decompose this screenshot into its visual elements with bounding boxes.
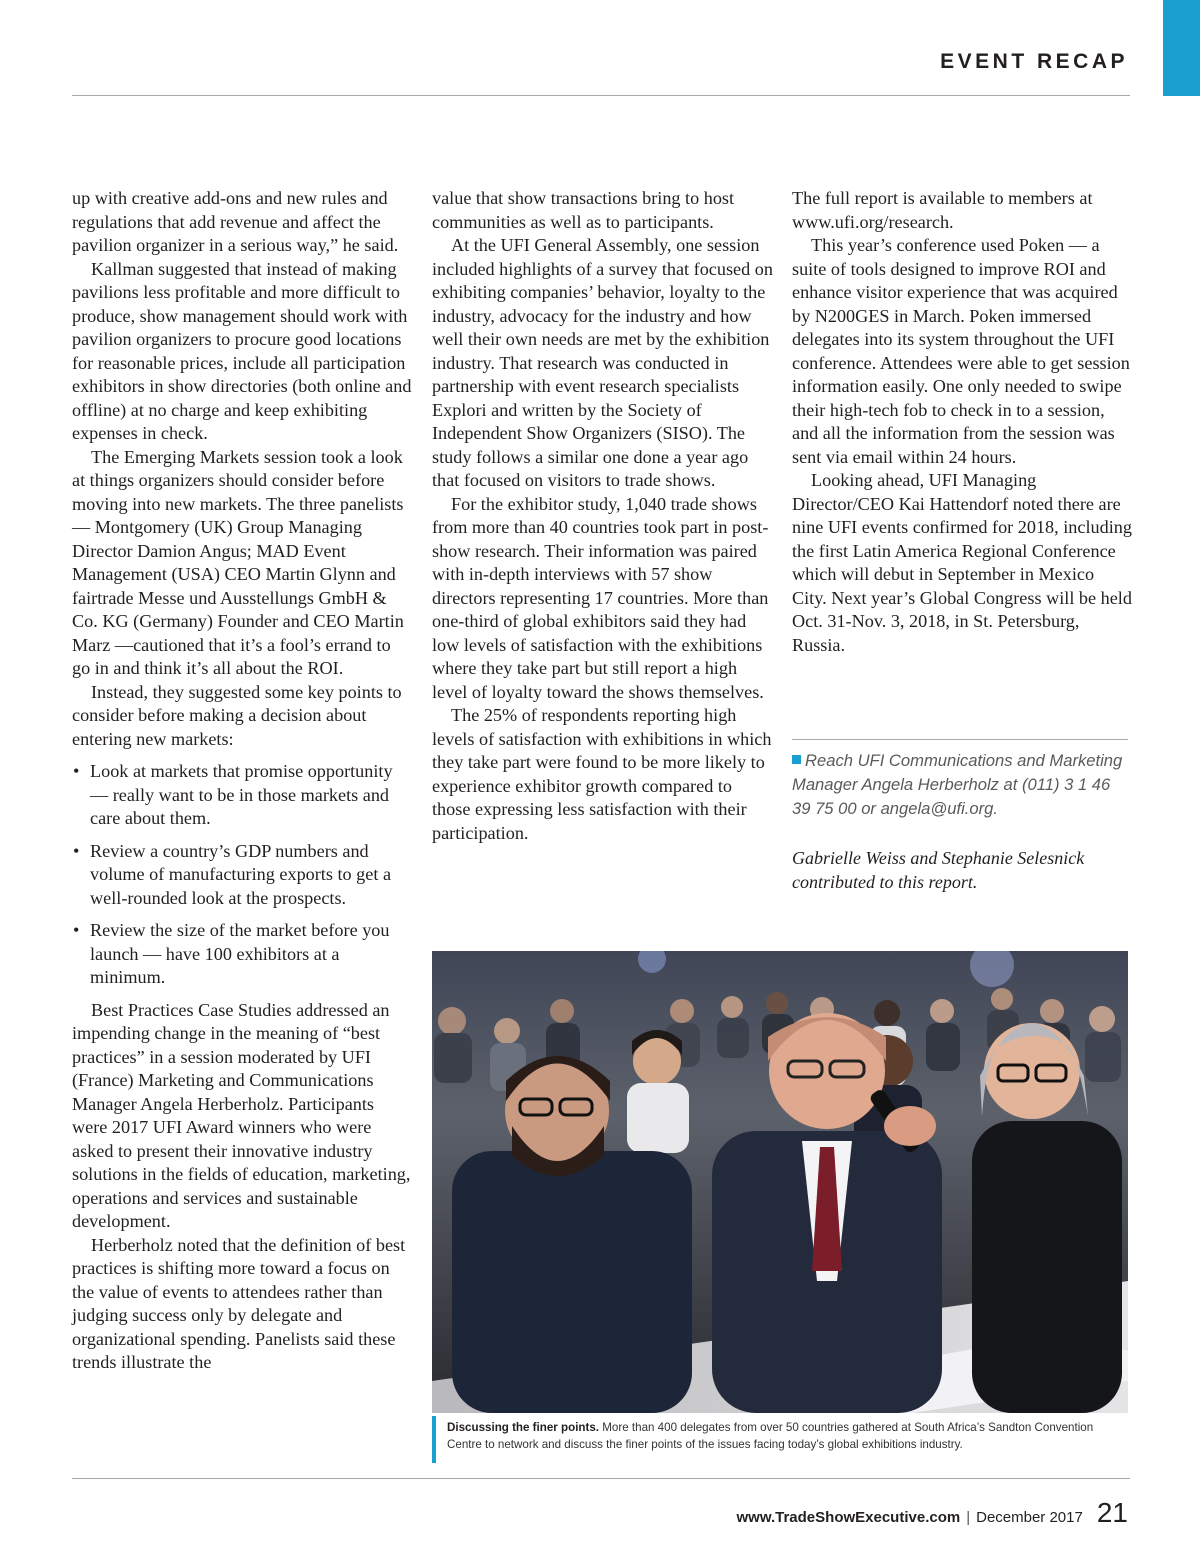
header-rule (72, 95, 1130, 96)
article-column-3 (792, 187, 1132, 894)
paragraph: Kallman suggested that instead of making pavilions less profitable and more difficult to produce, show management should work with pavilion organizers to procure good locations for reasonable prices, include all participation exhibitors in show directories (both online and offline) at no charge and keep exhibiting expenses in check. (72, 258, 412, 443)
section-label: EVENT RECAP (940, 50, 1128, 73)
article-column-1 (72, 187, 412, 1375)
caption-title: Discussing the finer points. (447, 1421, 600, 1434)
footer-website: www.TradeShowExecutive.com (736, 1509, 961, 1526)
paragraph: The Emerging Markets session took a look at things organizers should consider before moving into new markets. The three panelists — Montgomery (UK) Group Managing Director Damion Angus; MAD Event Management (USA) CEO Martin Glynn and fairtrade Messe und Ausstellungs GmbH & Co. KG (Germany) Founder and CEO Martin Marz —cautioned that it’s a fool’s errand to go in and think it’s all about the ROI. (72, 446, 404, 678)
paragraph: Best Practices Case Studies addressed an impending change in the meaning of “best practices” in a session moderated by UFI (France) Marketing and Communications Manager Angela Herberholz. Participants were 2017 UFI Award winners who were asked to present their innovative industry solutions in the fields of education, marketing, operations and services and sustainable development. (72, 999, 411, 1231)
paragraph: The full report is available to members at www.ufi.org/research. (792, 188, 1093, 232)
footer-rule (72, 1478, 1130, 1479)
paragraph: Herberholz noted that the definition of best practices is shifting more toward a focus on the value of events to attendees rather than judging success only by delegate and organizational spending. Panelists said these trends illustrate the (72, 1234, 406, 1372)
footer-separator: | (966, 1509, 971, 1526)
paragraph: up with creative add-ons and new rules and regulations that add revenue and affect the pavilion organizer in a serious way,” he said. (72, 188, 399, 255)
bullet-item: • Review the size of the market before you launch — have 100 exhibitors at a minimum. (72, 919, 412, 990)
conference-photo (432, 951, 1128, 1413)
footer-date: December 2017 (976, 1509, 1083, 1526)
bullet-item: • Review a country’s GDP numbers and volume of manufacturing exports to get a well-rounded look at the prospects. (72, 840, 412, 911)
contributors-credit: Gabrielle Weiss and Stephanie Selesnick contributed to this report. (792, 848, 1085, 892)
bullet-list (72, 760, 412, 990)
paragraph: Instead, they suggested some key points to consider before making a decision about entering new markets: (72, 681, 402, 749)
paragraph: Looking ahead, UFI Managing Director/CEO Kai Hattendorf noted there are nine UFI events confirmed for 2018, including the first Latin America Regional Conference which will debut in September in Mexico City. Next year’s Global Congress will be held Oct. 31-Nov. 3, 2018, in St. Petersburg, Russia. (792, 470, 1132, 655)
section-tab-accent (1163, 0, 1200, 96)
paragraph: For the exhibitor study, 1,040 trade shows from more than 40 countries took part in post-show research. Their information was paired with in-depth interviews with 57 show directors representing 17 countries. More than one-third of global exhibitors said they had low levels of satisfaction with the exhibitions where they take part but still report a high level of loyalty toward the shows themselves. (432, 493, 769, 702)
contact-text: Reach UFI Communications and Marketing Manager Angela Herberholz at (011) 3 1 46 39 75 00 or angela@ufi.org. (792, 751, 1123, 818)
blue-square-icon (792, 755, 801, 764)
contact-rule (792, 739, 1128, 740)
paragraph: At the UFI General Assembly, one session included highlights of a survey that focused on exhibiting companies’ behavior, loyalty to the industry, advocacy for the industry and how well their own needs are met by the exhibition industry. That research was conducted in partnership with event research specialists Explori and written by the Society of Independent Show Organizers (SISO). The study follows a similar one done a year ago that focused on visitors to trade shows. (432, 235, 773, 490)
bullet-item: • Look at markets that promise opportunity — really want to be in those markets and care about them. (72, 760, 412, 831)
caption-text: More than 400 delegates from over 50 countries gathered at South Africa’s Sandton Convention Centre to network and discuss the finer points of the issues facing today’s global exhibitions industry. (447, 1421, 1094, 1451)
audience-illustration (432, 951, 1128, 1413)
page-number: 21 (1096, 1497, 1128, 1528)
article-column-2 (432, 187, 774, 845)
paragraph: value that show transactions bring to host communities as well as to participants. (432, 188, 735, 232)
paragraph: This year’s conference used Poken — a suite of tools designed to improve ROI and enhance visitor experience that was acquired by N200GES in March. Poken immersed delegates into its system throughout the UFI conference. Attendees were able to get session information easily. One only needed to swipe their high-tech fob to check in to a session, and all the information from the session was sent via email within 24 hours. (792, 235, 1130, 467)
contact-note (792, 749, 1132, 821)
photo-caption (432, 1416, 1128, 1463)
page-footer (737, 1497, 1128, 1529)
paragraph: The 25% of respondents reporting high levels of satisfaction with exhibitions in which they take part were found to be more likely to experience exhibitor growth compared to those expressing less satisfaction with their participation. (432, 705, 772, 843)
